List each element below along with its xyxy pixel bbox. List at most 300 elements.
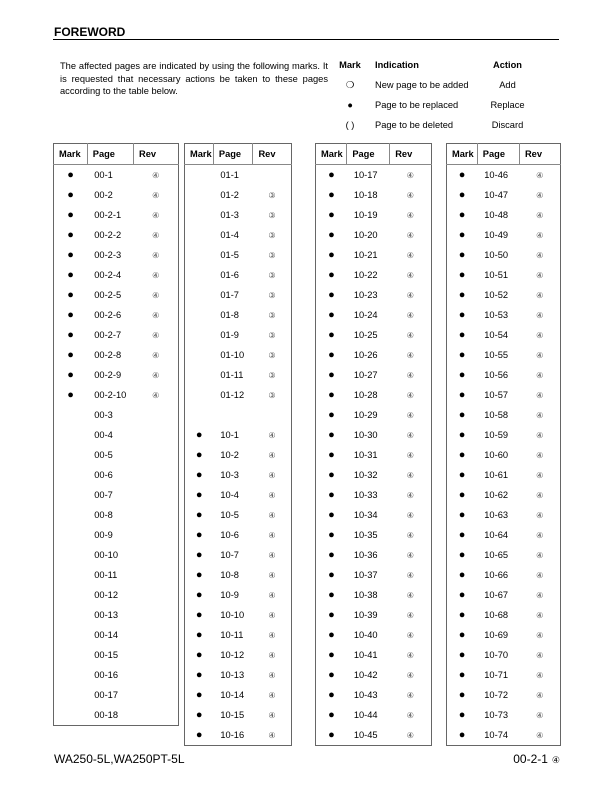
- table-row: [54, 665, 179, 685]
- page-cell: 00-3: [94, 410, 113, 420]
- mark-cell: [54, 545, 88, 565]
- mark-cell: [185, 345, 214, 365]
- page-cell: 10-57: [484, 390, 509, 400]
- page-cell: 10-12: [220, 650, 245, 660]
- table-row: [316, 465, 432, 485]
- rev-cell: ④: [152, 310, 160, 320]
- mark-cell: ●: [458, 429, 466, 441]
- legend-action: Discard: [491, 120, 524, 130]
- page-cell: 01-7: [220, 290, 239, 300]
- rev-cell: ④: [152, 190, 160, 200]
- rev-cell: [253, 165, 292, 186]
- table-row: [54, 685, 179, 705]
- table-row: [54, 305, 179, 325]
- page-cell: 00-2-9: [94, 370, 122, 380]
- mark-cell: ●: [67, 249, 74, 261]
- rev-cell: ④: [406, 670, 414, 680]
- rev-cell: ③: [268, 390, 276, 400]
- mark-cell: ●: [328, 649, 335, 661]
- table-header-row: [54, 144, 179, 165]
- page-cell: 10-55: [484, 350, 509, 360]
- rev-cell: ④: [406, 210, 414, 220]
- mark-cell: ●: [458, 609, 466, 621]
- table-row: [447, 325, 561, 345]
- page-cell: 01-2: [220, 190, 239, 200]
- table-row: [185, 445, 292, 465]
- mark-cell: [54, 665, 88, 685]
- page-cell: 10-15: [220, 710, 245, 720]
- page-cell: 01-3: [220, 210, 239, 220]
- rev-cell: ③: [268, 330, 276, 340]
- table-row: [316, 505, 432, 525]
- page-cell: 10-65: [484, 550, 509, 560]
- table-row: [316, 405, 432, 425]
- rev-cell: ④: [268, 730, 276, 740]
- rev-cell: ④: [152, 230, 160, 240]
- page-cell: 10-31: [353, 450, 378, 460]
- page-cell: 00-8: [94, 510, 113, 520]
- rev-cell: ④: [536, 610, 544, 620]
- page-cell: 00-2-3: [94, 250, 122, 260]
- page-cell: 10-8: [220, 570, 239, 580]
- page-cell: 10-33: [353, 490, 378, 500]
- rev-cell: ④: [536, 710, 544, 720]
- page-cell: 01-6: [220, 270, 239, 280]
- rev-cell: ③: [268, 270, 276, 280]
- column-header-page: Page: [347, 144, 390, 165]
- page-cell: 01-5: [220, 250, 239, 260]
- page-cell: 10-60: [484, 450, 509, 460]
- table-row: [316, 345, 432, 365]
- table-row: [185, 265, 292, 285]
- page-cell: 10-2: [220, 450, 239, 460]
- column-header-rev: Rev: [134, 144, 179, 165]
- rev-cell: ④: [536, 630, 544, 640]
- mark-cell: ●: [458, 389, 466, 401]
- table-header-row: [447, 144, 561, 165]
- mark-cell: [54, 485, 88, 505]
- page-cell: 10-35: [353, 530, 378, 540]
- page-cell: 00-17: [94, 690, 119, 700]
- page-cell: 00-14: [94, 630, 119, 640]
- mark-cell: ●: [328, 589, 335, 601]
- page-cell: 00-2-6: [94, 310, 122, 320]
- table-row: [54, 325, 179, 345]
- column-header-rev: Rev: [519, 144, 560, 165]
- table-row: [316, 425, 432, 445]
- mark-cell: ●: [458, 729, 466, 741]
- rev-cell: ④: [406, 230, 414, 240]
- mark-cell: ●: [458, 509, 466, 521]
- mark-cell: ●: [328, 509, 335, 521]
- rev-cell: ④: [268, 510, 276, 520]
- rev-cell: [134, 645, 179, 665]
- table-row: [447, 365, 561, 385]
- table-row: [447, 565, 561, 585]
- rev-cell: ④: [268, 470, 276, 480]
- page-cell: 10-53: [484, 310, 509, 320]
- page-cell: 10-39: [353, 610, 378, 620]
- rev-cell: ③: [268, 350, 276, 360]
- legend-action: Add: [499, 80, 516, 90]
- mark-cell: ●: [328, 669, 335, 681]
- rev-cell: ④: [268, 450, 276, 460]
- table-row: [185, 205, 292, 225]
- mark-cell: ●: [67, 349, 74, 361]
- page-cell: 10-30: [353, 430, 378, 440]
- page-cell: 00-15: [94, 650, 119, 660]
- mark-cell: [185, 225, 214, 245]
- page-cell: 10-70: [484, 650, 509, 660]
- page-cell: 10-43: [353, 690, 378, 700]
- rev-cell: ④: [406, 170, 414, 180]
- rev-cell: ④: [406, 730, 414, 740]
- rev-cell: ④: [152, 170, 160, 180]
- title-rule: [53, 39, 559, 40]
- page-cell: 00-2-2: [94, 230, 122, 240]
- table-row: [316, 225, 432, 245]
- rev-cell: ④: [152, 270, 160, 280]
- mark-cell: ●: [328, 549, 335, 561]
- table-row: [316, 245, 432, 265]
- mark-cell: ●: [195, 669, 203, 681]
- rev-cell: ④: [536, 650, 544, 660]
- rev-cell: ③: [268, 310, 276, 320]
- mark-cell: ●: [67, 229, 74, 241]
- rev-cell: ③: [268, 230, 276, 240]
- column-header-page: Page: [87, 144, 133, 165]
- rev-cell: ④: [152, 330, 160, 340]
- table-row: [316, 385, 432, 405]
- mark-cell: ●: [328, 689, 335, 701]
- rev-cell: ④: [268, 670, 276, 680]
- page-number-text: 00-2-1: [513, 752, 548, 766]
- table-row: [185, 425, 292, 445]
- mark-cell: ●: [328, 709, 335, 721]
- rev-cell: ④: [406, 470, 414, 480]
- rev-cell: ④: [152, 210, 160, 220]
- mark-cell: [185, 265, 214, 285]
- page-cell: 10-49: [484, 230, 509, 240]
- page-cell: 10-27: [353, 370, 378, 380]
- page-cell: 00-16: [94, 670, 119, 680]
- mark-cell: ●: [328, 469, 335, 481]
- rev-cell: ④: [406, 590, 414, 600]
- rev-cell: ④: [536, 430, 544, 440]
- table-row: [447, 445, 561, 465]
- rev-cell: ④: [406, 710, 414, 720]
- table-row: [54, 225, 179, 245]
- mark-cell: ●: [195, 629, 203, 641]
- rev-cell: ④: [536, 250, 544, 260]
- table-row: [54, 165, 179, 186]
- rev-cell: ④: [268, 490, 276, 500]
- mark-cell: ●: [328, 569, 335, 581]
- page-cell: 00-2-7: [94, 330, 122, 340]
- mark-cell: ●: [67, 369, 74, 381]
- page-cell: 10-58: [484, 410, 509, 420]
- table-row: [316, 205, 432, 225]
- table-row: [316, 445, 432, 465]
- table-row: [447, 705, 561, 725]
- mark-cell: ●: [195, 729, 203, 741]
- rev-cell: [134, 405, 179, 425]
- rev-cell: [134, 525, 179, 545]
- mark-cell: ●: [458, 189, 466, 201]
- page-number: [513, 752, 560, 766]
- legend-indication-header: Indication: [375, 60, 419, 70]
- rev-cell: ④: [536, 170, 544, 180]
- page-cell: 00-2-8: [94, 350, 122, 360]
- page-cell: 10-71: [484, 670, 509, 680]
- mark-cell: ●: [458, 309, 466, 321]
- rev-cell: ④: [536, 550, 544, 560]
- table-row: [447, 305, 561, 325]
- page-cell: 10-52: [484, 290, 509, 300]
- page-cell: 10-9: [220, 590, 239, 600]
- mark-cell: ●: [458, 529, 466, 541]
- table-row: [447, 665, 561, 685]
- table-row: [316, 325, 432, 345]
- table-row: [54, 285, 179, 305]
- rev-cell: ④: [536, 230, 544, 240]
- rev-cell: ④: [268, 650, 276, 660]
- rev-cell: ④: [536, 530, 544, 540]
- page-cell: 00-10: [94, 550, 119, 560]
- page-cell: 10-73: [484, 710, 509, 720]
- page-cell: 10-22: [353, 270, 378, 280]
- mark-cell: [185, 325, 214, 345]
- table-row: [185, 165, 292, 186]
- table-row: [447, 585, 561, 605]
- rev-cell: [134, 485, 179, 505]
- page-cell: 10-17: [353, 170, 378, 180]
- table-row: [185, 225, 292, 245]
- page-cell: 10-40: [353, 630, 378, 640]
- table-row: [316, 605, 432, 625]
- mark-cell: ●: [195, 689, 203, 701]
- mark-cell: ●: [458, 329, 466, 341]
- mark-cell: [185, 245, 214, 265]
- mark-cell: ●: [328, 309, 335, 321]
- replace-mark-icon: ●: [347, 100, 353, 110]
- mark-cell: [54, 625, 88, 645]
- table-row: [185, 565, 292, 585]
- mark-cell: ●: [458, 369, 466, 381]
- rev-cell: ④: [406, 370, 414, 380]
- table-row: [316, 365, 432, 385]
- table-row: [54, 625, 179, 645]
- mark-cell: ●: [67, 329, 74, 341]
- page-cell: 10-72: [484, 690, 509, 700]
- mark-cell: ●: [458, 269, 466, 281]
- mark-cell: ●: [458, 569, 466, 581]
- mark-cell: ●: [328, 369, 335, 381]
- delete-mark-icon: ( ): [345, 120, 355, 130]
- page-cell: 10-18: [353, 190, 378, 200]
- legend-indication: New page to be added: [375, 80, 469, 90]
- mark-cell: ●: [458, 649, 466, 661]
- mark-cell: ●: [328, 409, 335, 421]
- table-row: [185, 285, 292, 305]
- table-row: [316, 585, 432, 605]
- rev-cell: ④: [268, 630, 276, 640]
- page-title: FOREWORD: [54, 25, 126, 39]
- page-cell: 00-2-1: [94, 210, 122, 220]
- rev-cell: ④: [536, 190, 544, 200]
- page-cell: 10-13: [220, 670, 245, 680]
- mark-cell: ●: [195, 489, 203, 501]
- rev-cell: ④: [406, 190, 414, 200]
- legend-mark-header: Mark: [339, 60, 361, 70]
- page-cell: 10-23: [353, 290, 378, 300]
- page-cell: 01-11: [220, 370, 244, 380]
- page-cell: 10-7: [220, 550, 239, 560]
- rev-cell: ④: [536, 370, 544, 380]
- table-row: [185, 345, 292, 365]
- page-cell: 00-7: [94, 490, 113, 500]
- rev-cell: ④: [406, 350, 414, 360]
- table-row: [447, 545, 561, 565]
- mark-cell: [54, 445, 88, 465]
- rev-cell: ④: [268, 690, 276, 700]
- page-cell: 10-68: [484, 610, 509, 620]
- table-row: [54, 465, 179, 485]
- rev-cell: [134, 445, 179, 465]
- table-row: [316, 685, 432, 705]
- mark-cell: [54, 565, 88, 585]
- mark-cell: ●: [458, 469, 466, 481]
- page-cell: 10-50: [484, 250, 509, 260]
- revision-table-3: [315, 143, 432, 746]
- page-cell: 10-56: [484, 370, 509, 380]
- mark-cell: ●: [328, 729, 335, 741]
- mark-cell: ●: [67, 309, 74, 321]
- mark-cell: ●: [195, 589, 203, 601]
- rev-cell: ④: [406, 390, 414, 400]
- rev-cell: ④: [406, 310, 414, 320]
- mark-cell: [185, 185, 214, 205]
- table-row: [54, 645, 179, 665]
- page-cell: 10-63: [484, 510, 509, 520]
- page-cell: 10-59: [484, 430, 509, 440]
- rev-cell: [134, 605, 179, 625]
- mark-cell: ●: [328, 169, 335, 181]
- mark-cell: [54, 645, 88, 665]
- table-row: [54, 565, 179, 585]
- mark-cell: ●: [67, 389, 74, 401]
- page-cell: 10-44: [353, 710, 378, 720]
- page-cell: 00-18: [94, 710, 119, 720]
- column-header-rev: Rev: [253, 144, 292, 165]
- rev-cell: [134, 585, 179, 605]
- page-cell: 10-24: [353, 310, 378, 320]
- page-cell: 01-10: [220, 350, 245, 360]
- mark-cell: ●: [67, 209, 74, 221]
- table-row: [447, 485, 561, 505]
- rev-cell: [134, 685, 179, 705]
- legend-action: Replace: [490, 100, 525, 110]
- table-row: [54, 265, 179, 285]
- rev-cell: ④: [536, 470, 544, 480]
- table-row: [185, 365, 292, 385]
- rev-cell: ④: [536, 410, 544, 420]
- mark-cell: ●: [458, 709, 466, 721]
- mark-cell: ●: [328, 489, 335, 501]
- table-row: [447, 525, 561, 545]
- page-cell: 10-28: [353, 390, 378, 400]
- table-row: [54, 605, 179, 625]
- table-row: [54, 525, 179, 545]
- page-cell: 00-11: [94, 570, 118, 580]
- rev-cell: [134, 705, 179, 726]
- table-row: [447, 425, 561, 445]
- page-cell: 00-2-5: [94, 290, 122, 300]
- page-cell: [213, 405, 253, 425]
- page-cell: 10-61: [484, 470, 509, 480]
- page-cell: 10-21: [353, 250, 378, 260]
- page-cell: 01-8: [220, 310, 239, 320]
- column-header-page: Page: [213, 144, 253, 165]
- table-row: [316, 665, 432, 685]
- rev-cell: ④: [152, 370, 160, 380]
- legend-indication: Page to be replaced: [375, 100, 459, 110]
- table-row: [316, 285, 432, 305]
- mark-cell: ●: [195, 469, 203, 481]
- mark-cell: [54, 605, 88, 625]
- mark-cell: ●: [195, 649, 203, 661]
- page-cell: 10-54: [484, 330, 509, 340]
- page-cell: 10-37: [353, 570, 378, 580]
- mark-cell: [54, 705, 88, 726]
- rev-cell: ④: [268, 570, 276, 580]
- mark-cell: ●: [458, 669, 466, 681]
- page-cell: 10-19: [353, 210, 378, 220]
- mark-cell: ●: [328, 349, 335, 361]
- table-row: [185, 305, 292, 325]
- model-name: WA250-5L,WA250PT-5L: [54, 752, 185, 766]
- table-row: [447, 345, 561, 365]
- page-cell: 01-12: [220, 390, 245, 400]
- rev-cell: ④: [536, 310, 544, 320]
- rev-cell: ④: [152, 250, 160, 260]
- mark-cell: ●: [328, 289, 335, 301]
- table-row: [447, 245, 561, 265]
- table-row: [185, 525, 292, 545]
- page-cell: 10-14: [220, 690, 245, 700]
- page-cell: 10-47: [484, 190, 509, 200]
- page-cell: 10-29: [353, 410, 378, 420]
- table-row: [447, 165, 561, 186]
- page-cell: 10-16: [220, 730, 245, 740]
- rev-cell: ④: [268, 590, 276, 600]
- rev-cell: [134, 545, 179, 565]
- intro-text: The affected pages are indicated by using the following marks. It is requested that necessary actions be taken to these pages according to the table below.: [60, 61, 328, 96]
- rev-cell: ③: [268, 190, 276, 200]
- table-row: [54, 365, 179, 385]
- table-row: [447, 625, 561, 645]
- page-cell: 10-62: [484, 490, 509, 500]
- page-cell: 01-4: [220, 230, 239, 240]
- mark-cell: ●: [458, 209, 466, 221]
- page-cell: 10-1: [220, 430, 239, 440]
- rev-cell: ④: [406, 410, 414, 420]
- page-cell: 10-25: [353, 330, 378, 340]
- mark-cell: ●: [458, 589, 466, 601]
- table-row: [54, 485, 179, 505]
- rev-cell: ④: [406, 330, 414, 340]
- rev-cell: ③: [268, 290, 276, 300]
